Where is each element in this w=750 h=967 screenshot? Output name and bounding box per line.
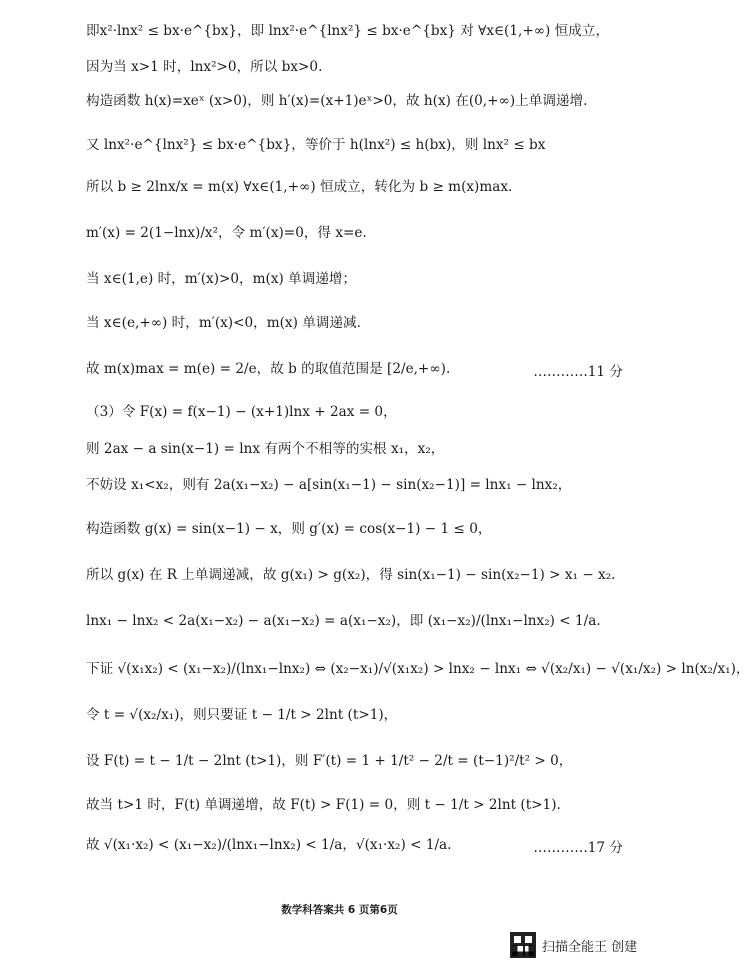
score-17: …………17 分 (533, 840, 623, 856)
solution-line-20: 故 √(x₁·x₂) < (x₁−x₂)/(lnx₁−lnx₂) < 1/a，√(x₁·x₂) < 1/a. (86, 837, 452, 853)
qr-code-icon (510, 932, 536, 958)
page-footer: 数学科答案共 6 页第6页 (281, 904, 398, 916)
solution-line-8: 当 x∈(e,+∞) 时，m′(x)<0，m(x) 单调递减. (86, 315, 361, 331)
solution-line-12: 不妨设 x₁<x₂，则有 2a(x₁−x₂) − a[sin(x₁−1) − sin(x₂−1)] = lnx₁ − lnx₂， (86, 477, 572, 493)
solution-line-2: 因为当 x>1 时，lnx²>0，所以 bx>0. (86, 59, 323, 75)
solution-line-9: 故 m(x)max = m(e) = 2/e，故 b 的取值范围是 [2/e,+∞). (86, 361, 451, 377)
solution-line-1: 即x²·lnx² ≤ bx·e^{bx}，即 lnx²·e^{lnx²} ≤ bx·e^{bx} 对 ∀x∈(1,+∞) 恒成立， (86, 23, 610, 39)
scanner-brand: 扫描全能王 创建 (542, 940, 638, 955)
solution-line-16: 下证 √(x₁x₂) < (x₁−x₂)/(lnx₁−lnx₂) ⇔ (x₂−x₁)/√(x₁x₂) > lnx₂ − lnx₁ ⇔ √(x₂/x₁) − √(x₁/x₂) > ln(x₂/x₁)， (86, 661, 750, 677)
solution-line-11: 则 2ax − a sin(x−1) = lnx 有两个不相等的实根 x₁，x₂， (86, 441, 445, 457)
solution-line-6: m′(x) = 2(1−lnx)/x²，令 m′(x)=0，得 x=e. (86, 225, 367, 241)
solution-line-10: （3）令 F(x) = f(x−1) − (x+1)lnx + 2ax = 0， (86, 404, 397, 420)
solution-line-15: lnx₁ − lnx₂ < 2a(x₁−x₂) − a(x₁−x₂) = a(x₁−x₂)，即 (x₁−x₂)/(lnx₁−lnx₂) < 1/a. (86, 613, 601, 629)
solution-line-14: 所以 g(x) 在 R 上单调递减，故 g(x₁) > g(x₂)，得 sin(x₁−1) − sin(x₂−1) > x₁ − x₂. (86, 567, 616, 583)
solution-line-4: 又 lnx²·e^{lnx²} ≤ bx·e^{bx}，等价于 h(lnx²) ≤ h(bx)，则 lnx² ≤ bx (86, 137, 546, 153)
score-11: …………11 分 (533, 364, 623, 380)
solution-line-17: 令 t = √(x₂/x₁)，则只要证 t − 1/t > 2lnt (t>1)， (86, 707, 398, 723)
solution-line-7: 当 x∈(1,e) 时，m′(x)>0，m(x) 单调递增； (86, 271, 357, 287)
solution-line-5: 所以 b ≥ 2lnx/x = m(x) ∀x∈(1,+∞) 恒成立，转化为 b ≥ m(x)max. (86, 179, 513, 195)
solution-line-18: 设 F(t) = t − 1/t − 2lnt (t>1)，则 F′(t) = 1 + 1/t² − 2/t = (t−1)²/t² > 0， (86, 753, 573, 769)
solution-line-3: 构造函数 h(x)=xeˣ (x>0)，则 h′(x)=(x+1)eˣ>0，故 h(x) 在(0,+∞)上单调递增. (86, 93, 588, 109)
solution-line-19: 故当 t>1 时，F(t) 单调递增，故 F(t) > F(1) = 0，则 t − 1/t > 2lnt (t>1). (86, 797, 561, 813)
solution-line-13: 构造函数 g(x) = sin(x−1) − x，则 g′(x) = cos(x−1) − 1 ≤ 0， (86, 521, 492, 537)
